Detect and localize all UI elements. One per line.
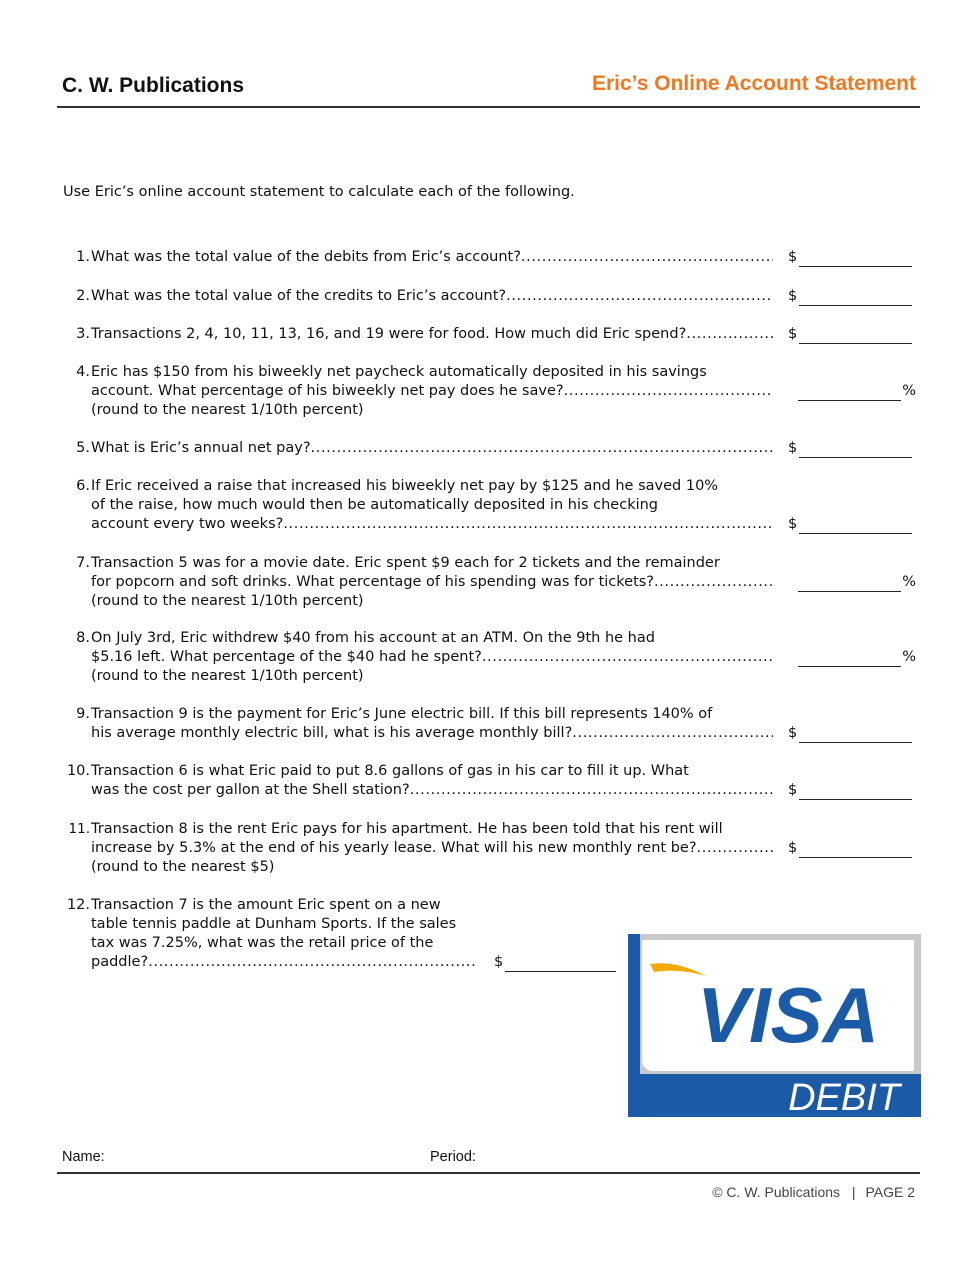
question-text: Eric has $150 from his biweekly net paycheck automatically deposited in his savings — [91, 364, 707, 380]
question-text: What was the total value of the debits from Eric’s account? — [91, 249, 521, 265]
question-text: (round to the nearest $5) — [91, 859, 275, 875]
answer-blank[interactable] — [788, 781, 912, 800]
question-number: 10. — [66, 763, 90, 779]
question-text: account every two weeks? — [91, 516, 284, 532]
question-text: Transaction 7 is the amount Eric spent on a new — [91, 897, 441, 913]
answer-blank[interactable] — [788, 248, 912, 267]
instructions: Use Eric’s online account statement to calculate each of the following. — [63, 184, 575, 200]
footer-separator: | — [851, 1184, 856, 1200]
visa-debit-graphic — [628, 934, 921, 1117]
question-number: 9. — [76, 706, 90, 722]
publisher-name: C. W. Publications — [62, 74, 245, 97]
name-label: Name: — [62, 1149, 105, 1165]
question-number: 1. — [76, 249, 90, 265]
document-title: Eric’s Online Account Statement — [591, 72, 916, 95]
dollar-sign: $ — [788, 326, 798, 342]
question-text: On July 3rd, Eric withdrew $40 from his account at an ATM. On the 9th he had — [91, 630, 655, 646]
answer-blank[interactable] — [788, 724, 912, 743]
percent-sign: % — [902, 383, 916, 399]
question-text: paddle? — [91, 954, 149, 970]
question-text: of the raise, how much would then be automatically deposited in his checking — [91, 497, 659, 513]
answer-blank[interactable] — [798, 648, 916, 667]
dollar-sign: $ — [788, 840, 798, 856]
question-text: (round to the nearest 1/10th percent) — [91, 668, 364, 684]
question-number: 7. — [76, 555, 90, 571]
question-text: was the cost per gallon at the Shell station? — [91, 782, 410, 798]
answer-blank[interactable] — [788, 325, 912, 344]
question-text: (round to the nearest 1/10th percent) — [91, 593, 364, 609]
visa-debit-logo — [628, 934, 921, 1117]
debit-label: DEBIT — [788, 1077, 900, 1117]
question-text: increase by 5.3% at the end of his yearly lease. What will his new monthly rent be? — [91, 840, 697, 856]
page-footer — [712, 1184, 915, 1200]
dollar-sign: $ — [788, 249, 798, 265]
question-number: 6. — [76, 478, 90, 494]
dollar-sign: $ — [788, 725, 798, 741]
header-divider — [57, 106, 920, 108]
answer-blank[interactable] — [798, 382, 916, 401]
question-text: Transaction 5 was for a movie date. Eric spent $9 each for 2 tickets and the remainder — [91, 555, 720, 571]
question-text: What is Eric’s annual net pay? — [91, 440, 311, 456]
dollar-sign: $ — [788, 288, 798, 304]
period-label: Period: — [430, 1149, 476, 1165]
dollar-sign: $ — [494, 954, 504, 970]
question-number: 5. — [76, 440, 90, 456]
dollar-sign: $ — [788, 516, 798, 532]
question-number: 3. — [76, 326, 90, 342]
question-number: 12. — [66, 897, 90, 913]
dollar-sign: $ — [788, 440, 798, 456]
question-text: What was the total value of the credits to Eric’s account? — [91, 288, 507, 304]
question-text: $5.16 left. What percentage of the $40 had he spent? — [91, 649, 482, 665]
question-text: Transaction 8 is the rent Eric pays for his apartment. He has been told that his rent will — [91, 821, 723, 837]
question-text: Transactions 2, 4, 10, 11, 13, 16, and 19 were for food. How much did Eric spend? — [91, 326, 687, 342]
question-text: table tennis paddle at Dunham Sports. If the sales — [91, 916, 457, 932]
question-text: Transaction 6 is what Eric paid to put 8.6 gallons of gas in his car to fill it up. What — [91, 763, 689, 779]
question-number: 11. — [68, 821, 90, 837]
answer-blank[interactable] — [788, 287, 912, 306]
copyright-text: © C. W. Publications — [712, 1184, 841, 1200]
question-text: tax was 7.25%, what was the retail price of the — [91, 935, 434, 951]
answer-blank[interactable] — [788, 439, 912, 458]
percent-sign: % — [902, 574, 916, 590]
answer-blank[interactable] — [494, 953, 616, 972]
answer-blank[interactable] — [788, 515, 912, 534]
question-number: 4. — [76, 364, 90, 380]
footer-divider — [57, 1172, 920, 1174]
page-number: PAGE 2 — [865, 1184, 915, 1200]
question-text: account. What percentage of his biweekly net pay does he save? — [91, 383, 564, 399]
question-text: If Eric received a raise that increased his biweekly net pay by $125 and he saved 10% — [91, 478, 719, 494]
question-text: Transaction 9 is the payment for Eric’s June electric bill. If this bill represents 140% of — [91, 706, 713, 722]
question-number: 2. — [76, 288, 90, 304]
visa-wordmark: VISA — [696, 971, 880, 1059]
percent-sign: % — [902, 649, 916, 665]
answer-blank[interactable] — [798, 573, 916, 592]
answer-blank[interactable] — [788, 839, 912, 858]
question-text: (round to the nearest 1/10th percent) — [91, 402, 364, 418]
dollar-sign: $ — [788, 782, 798, 798]
question-number: 8. — [76, 630, 90, 646]
question-text: for popcorn and soft drinks. What percentage of his spending was for tickets? — [91, 574, 655, 590]
question-text: his average monthly electric bill, what is his average monthly bill? — [91, 725, 573, 741]
